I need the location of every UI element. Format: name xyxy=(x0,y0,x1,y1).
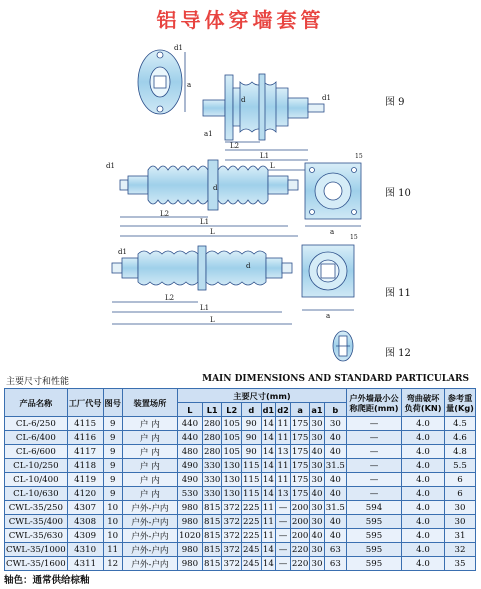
table-cell: 4.0 xyxy=(402,417,445,431)
table-cell: 户 内 xyxy=(122,431,177,445)
subheader-0: L xyxy=(177,403,202,417)
table-cell: 90 xyxy=(241,445,261,459)
table-cell: 11 xyxy=(262,502,274,513)
header-weight: 参考重量(Kg) xyxy=(445,389,476,417)
table-cell: 11 xyxy=(103,543,122,557)
table-cell: 户 内 xyxy=(122,459,177,473)
svg-text:a1: a1 xyxy=(204,130,213,138)
table-cell: 225 xyxy=(243,502,260,513)
header-creepage: 户外墙最小公称爬距(mm) xyxy=(347,389,402,417)
table-cell: 32 xyxy=(445,543,476,557)
table-cell: 9 xyxy=(103,473,122,487)
table-cell: 4117 xyxy=(67,445,103,459)
table-cell: 14 xyxy=(262,488,274,499)
table-cell: 980 xyxy=(177,515,202,529)
table-cell: 90 xyxy=(241,431,261,445)
table-cell: CWL-35/400 xyxy=(5,515,68,529)
svg-text:d: d xyxy=(246,262,251,270)
table-cell: 13 xyxy=(277,488,289,499)
table-cell: 130 xyxy=(223,488,240,499)
table-cell: — xyxy=(347,445,402,459)
table-cell: 30 xyxy=(311,544,323,555)
svg-text:L2: L2 xyxy=(230,142,240,150)
table-cell: 40 xyxy=(324,431,346,445)
table-cell: 175 xyxy=(291,474,309,485)
table-cell: 14 xyxy=(262,418,274,429)
table-cell: 40 xyxy=(311,488,323,499)
table-cell: 1020 xyxy=(178,530,201,541)
table-cell: 30 xyxy=(445,515,476,529)
subheader-2: L2 xyxy=(222,403,242,417)
header-product: 产品名称 xyxy=(5,389,68,417)
table-cell: — xyxy=(276,501,291,515)
table-cell: 105 xyxy=(223,432,240,443)
table-cell: 9 xyxy=(103,417,122,431)
table-cell: 372 xyxy=(223,502,240,513)
table-cell: 4311 xyxy=(67,557,103,571)
table-cell: 4.0 xyxy=(402,459,445,473)
table-row xyxy=(5,487,476,501)
table-cell: 14 xyxy=(262,544,274,555)
table-row xyxy=(5,459,476,473)
table-cell: 490 xyxy=(177,459,202,473)
table-cell: 6 xyxy=(445,487,476,501)
table-cell: 130 xyxy=(223,460,240,471)
table-row xyxy=(5,543,476,557)
table-cell: 200 xyxy=(291,516,309,527)
table-cell: 4309 xyxy=(67,529,103,543)
table-cell: 4120 xyxy=(67,487,103,501)
table-cell: 11 xyxy=(262,516,274,527)
table-cell: 815 xyxy=(203,502,221,513)
table-cell: 105 xyxy=(223,418,240,429)
svg-text:d1: d1 xyxy=(118,248,127,256)
table-row xyxy=(5,501,476,515)
table-cell: 30 xyxy=(324,417,346,431)
table-cell: CL-6/250 xyxy=(5,417,68,431)
table-cell: 4.0 xyxy=(402,487,445,501)
table-cell: 9 xyxy=(103,431,122,445)
svg-text:d1: d1 xyxy=(174,44,183,52)
table-cell: 63 xyxy=(324,557,346,571)
table-cell: 13 xyxy=(277,446,289,457)
table-cell: CL-6/400 xyxy=(5,431,68,445)
table-cell: — xyxy=(276,529,291,543)
table-cell: 115 xyxy=(243,474,260,485)
table-cell: 4.5 xyxy=(445,417,476,431)
table-cell: 31.5 xyxy=(325,502,345,513)
table-cell: 175 xyxy=(291,432,309,443)
table-body xyxy=(5,417,476,571)
table-cell: 40 xyxy=(324,487,346,501)
table-cell: 30 xyxy=(445,501,476,515)
subheader-4: d1 xyxy=(262,404,275,415)
svg-text:L1: L1 xyxy=(200,218,210,226)
table-cell: 11 xyxy=(277,460,289,471)
table-cell: 280 xyxy=(203,418,221,429)
table-cell: 372 xyxy=(223,558,240,569)
svg-text:L1: L1 xyxy=(260,152,270,160)
table-cell: 6 xyxy=(445,473,476,487)
table-cell: 4118 xyxy=(67,459,103,473)
table-cell: 175 xyxy=(291,418,309,429)
table-cell: 980 xyxy=(177,501,202,515)
table-cell: 105 xyxy=(223,446,240,457)
table-cell: 11 xyxy=(262,530,274,541)
table-cell: CL-10/400 xyxy=(5,473,68,487)
svg-text:15: 15 xyxy=(350,234,358,241)
header-bending: 弯曲破坏负荷(KN) xyxy=(402,389,445,417)
table-cell: 815 xyxy=(203,530,221,541)
table-cell: 4.6 xyxy=(445,431,476,445)
table-cell: 220 xyxy=(291,558,309,569)
table-cell: — xyxy=(276,557,291,571)
table-cell: 户外-户内 xyxy=(122,529,177,543)
table-cell: 4.0 xyxy=(402,543,445,557)
table-cell: 户外-户内 xyxy=(122,501,177,515)
table-cell: 14 xyxy=(262,432,274,443)
table-cell: — xyxy=(347,459,402,473)
table-cell: 595 xyxy=(347,557,402,571)
table-cell: 14 xyxy=(262,474,274,485)
table-cell: 户 内 xyxy=(122,445,177,459)
table-cell: 440 xyxy=(177,417,202,431)
table-cell: 4.0 xyxy=(402,501,445,515)
table-cell: 户外-户内 xyxy=(122,543,177,557)
svg-text:L1: L1 xyxy=(200,304,210,312)
table-cell: CWL-35/1000 xyxy=(6,544,66,555)
table-cell: 200 xyxy=(291,530,309,541)
svg-text:L: L xyxy=(210,228,215,236)
figure-11-label: 图 11 xyxy=(385,288,411,299)
table-cell: 280 xyxy=(203,446,221,457)
table-cell: 9 xyxy=(103,459,122,473)
table-cell: 980 xyxy=(177,543,202,557)
table-cell: 31.5 xyxy=(325,460,345,471)
figure-12-label: 图 12 xyxy=(385,348,411,359)
table-cell: 户 内 xyxy=(122,417,177,431)
table-cell: — xyxy=(276,515,291,529)
figure-11-drawing xyxy=(112,245,354,324)
table-cell: 595 xyxy=(347,543,402,557)
table-row xyxy=(5,473,476,487)
table-cell: 9 xyxy=(103,445,122,459)
table-cell: 10 xyxy=(103,529,122,543)
table-cell: 40 xyxy=(324,473,346,487)
figure-9-label: 图 9 xyxy=(385,97,405,108)
table-cell: 595 xyxy=(347,529,402,543)
table-row xyxy=(5,417,476,431)
table-cell: 372 xyxy=(223,544,240,555)
subheader-6: a xyxy=(290,403,310,417)
table-cell: 330 xyxy=(203,488,221,499)
table-cell: 115 xyxy=(243,460,260,471)
table-cell: 户 内 xyxy=(122,473,177,487)
table-cell: 225 xyxy=(243,530,260,541)
svg-text:a: a xyxy=(187,81,192,89)
table-cell: 4.0 xyxy=(402,529,445,543)
table-cell: 175 xyxy=(291,460,309,471)
subheader-5: d2 xyxy=(277,404,289,415)
table-cell: 14 xyxy=(262,558,274,569)
table-cell: 40 xyxy=(311,446,323,457)
table-cell: 5.5 xyxy=(445,459,476,473)
svg-text:a: a xyxy=(326,312,331,320)
header-main-dims: 主要尺寸(mm) xyxy=(177,389,346,403)
table-cell: 30 xyxy=(311,516,323,527)
table-cell: 户 内 xyxy=(122,487,177,501)
figure-10-drawing xyxy=(120,160,361,236)
table-cell: — xyxy=(276,543,291,557)
table-cell: 175 xyxy=(291,488,309,499)
svg-text:d1: d1 xyxy=(106,162,115,170)
table-cell: 4.0 xyxy=(402,515,445,529)
technical-drawings xyxy=(0,30,481,370)
table-cell: 4.8 xyxy=(445,445,476,459)
table-cell: 115 xyxy=(243,488,260,499)
table-cell: 户外-户内 xyxy=(122,557,177,571)
table-cell: 175 xyxy=(291,446,309,457)
svg-text:d: d xyxy=(241,96,246,104)
table-cell: 200 xyxy=(291,502,309,513)
table-cell: 30 xyxy=(311,474,323,485)
table-cell: 11 xyxy=(277,432,289,443)
table-cell: 户外-户内 xyxy=(122,515,177,529)
subheader-7: a1 xyxy=(311,404,323,415)
table-cell: 40 xyxy=(311,530,323,541)
table-cell: 11 xyxy=(277,418,289,429)
table-cell: — xyxy=(347,473,402,487)
table-cell: 490 xyxy=(177,473,202,487)
table-cell: 245 xyxy=(243,558,260,569)
svg-text:d1: d1 xyxy=(322,94,331,102)
table-cell: 594 xyxy=(347,501,402,515)
table-cell: 4308 xyxy=(67,515,103,529)
table-cell: 40 xyxy=(324,515,346,529)
table-cell: 30 xyxy=(311,502,323,513)
table-cell: 35 xyxy=(445,557,476,571)
table-cell: 90 xyxy=(241,417,261,431)
table-cell: 63 xyxy=(324,543,346,557)
table-cell: 31 xyxy=(445,529,476,543)
table-cell: 4307 xyxy=(67,501,103,515)
table-cell: 30 xyxy=(311,460,323,471)
svg-text:a: a xyxy=(330,228,335,236)
table-cell: 30 xyxy=(311,418,323,429)
table-cell: 530 xyxy=(177,487,202,501)
svg-text:d: d xyxy=(213,184,218,192)
table-cell: 4.0 xyxy=(402,473,445,487)
footer-note: 轴色：通常供给棕釉 xyxy=(4,575,90,586)
table-cell: — xyxy=(347,417,402,431)
table-cell: 980 xyxy=(177,557,202,571)
table-cell: CL-6/600 xyxy=(5,445,68,459)
table-cell: CWL-35/630 xyxy=(5,529,68,543)
table-cell: 4116 xyxy=(67,431,103,445)
table-cell: 4115 xyxy=(67,417,103,431)
table-cell: 10 xyxy=(103,515,122,529)
figure-12-drawing xyxy=(333,331,353,361)
table-cell: 225 xyxy=(243,516,260,527)
table-cell: 815 xyxy=(203,544,221,555)
table-cell: 4.0 xyxy=(402,431,445,445)
table-row xyxy=(5,515,476,529)
subheader-8: b xyxy=(324,403,346,417)
table-cell: 815 xyxy=(203,516,221,527)
section-title-cn: 主要尺寸和性能 xyxy=(6,377,70,387)
table-cell: 330 xyxy=(203,460,221,471)
table-cell: 4.0 xyxy=(402,557,445,571)
table-cell: 372 xyxy=(223,530,240,541)
table-row xyxy=(5,529,476,543)
table-cell: 40 xyxy=(324,445,346,459)
subheader-1: L1 xyxy=(202,403,222,417)
table-cell: CWL-35/1600 xyxy=(6,558,66,569)
table-cell: 14 xyxy=(262,446,274,457)
svg-text:15: 15 xyxy=(355,153,363,160)
table-row xyxy=(5,431,476,445)
table-cell: 480 xyxy=(177,445,202,459)
table-cell: 4119 xyxy=(67,473,103,487)
table-cell: 372 xyxy=(223,516,240,527)
subheader-3: d xyxy=(241,403,261,417)
table-cell: 595 xyxy=(347,515,402,529)
table-cell: 440 xyxy=(177,431,202,445)
table-cell: CL-10/250 xyxy=(5,459,68,473)
figure-10-label: 图 10 xyxy=(385,188,411,199)
table-cell: 10 xyxy=(103,501,122,515)
table-cell: 4.0 xyxy=(402,445,445,459)
table-cell: 30 xyxy=(311,432,323,443)
specifications-table xyxy=(4,388,476,571)
header-fig-no: 图号 xyxy=(103,389,122,417)
table-cell: 40 xyxy=(324,529,346,543)
table-cell: 330 xyxy=(203,474,221,485)
section-title-en: MAIN DIMENSIONS AND STANDARD PARTICULARS xyxy=(202,374,469,384)
page-title: 铝导体穿墙套管 xyxy=(156,8,325,32)
header-install-place: 装置场所 xyxy=(122,389,177,417)
table-cell: 280 xyxy=(203,432,221,443)
table-cell: 130 xyxy=(223,474,240,485)
table-cell: 11 xyxy=(277,474,289,485)
table-cell: CL-10/630 xyxy=(5,487,68,501)
svg-text:L: L xyxy=(210,316,215,324)
table-row xyxy=(5,557,476,571)
table-cell: — xyxy=(347,487,402,501)
table-cell: 245 xyxy=(243,544,260,555)
table-cell: 9 xyxy=(103,487,122,501)
svg-text:L2: L2 xyxy=(165,294,175,302)
table-cell: 12 xyxy=(103,557,122,571)
table-cell: CWL-35/250 xyxy=(5,501,68,515)
table-cell: 815 xyxy=(203,558,221,569)
table-row xyxy=(5,445,476,459)
svg-text:L2: L2 xyxy=(160,210,170,218)
bushing-drawings-svg xyxy=(0,30,481,370)
header-factory-code: 工厂代号 xyxy=(67,389,103,417)
table-cell: 14 xyxy=(262,460,274,471)
table-cell: 220 xyxy=(291,544,309,555)
table-cell: — xyxy=(347,431,402,445)
table-cell: 4310 xyxy=(67,543,103,557)
figure-9-drawing xyxy=(138,50,324,170)
svg-text:L: L xyxy=(270,162,275,170)
table-cell: 30 xyxy=(311,558,323,569)
